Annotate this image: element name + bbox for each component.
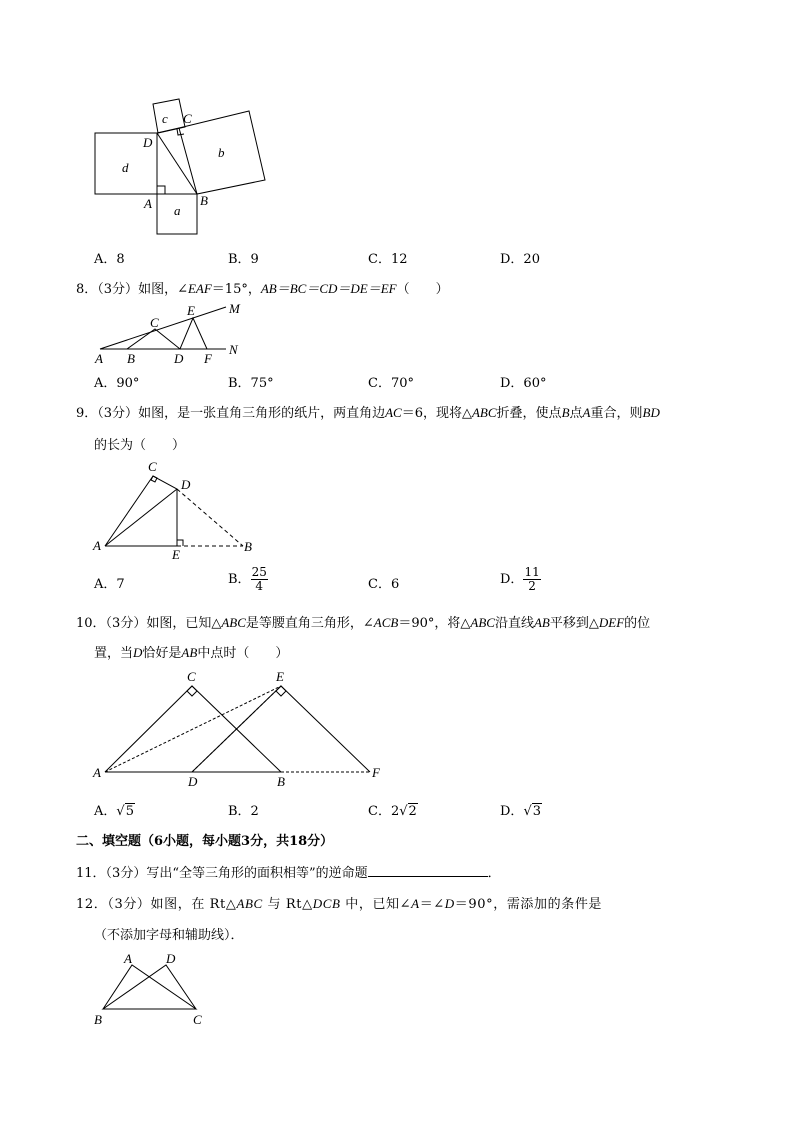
q12-stem-line2: （不添加字母和辅助线）． bbox=[94, 928, 244, 943]
q11-stem: 11．（3分）写出“全等三角形的面积相等”的逆命题 ． bbox=[76, 866, 501, 881]
q10-option-d: D．√3 bbox=[500, 804, 542, 819]
q8-stem: 8．（3分）如图，∠EAF＝15°，AB＝BC＝CD＝DE＝EF（ ） bbox=[76, 281, 449, 297]
right-angle-mark-a bbox=[157, 186, 165, 194]
q9-figure bbox=[0, 456, 794, 566]
q9-label-E: E bbox=[172, 547, 180, 562]
q9-option-b: B． $\frac{25}{4}$ bbox=[228, 565, 267, 593]
hypotenuse-db bbox=[157, 133, 197, 194]
q8-label-B: B bbox=[127, 351, 135, 366]
fig7-label-D: D bbox=[143, 135, 153, 150]
q9-label-B: B bbox=[244, 539, 252, 554]
q12-label-D: D bbox=[166, 951, 176, 966]
q12-figure bbox=[0, 945, 794, 1035]
section-2-title: 二、填空题（6小题，每小题3分，共18分） bbox=[76, 834, 334, 849]
q12-label-B: B bbox=[94, 1012, 102, 1027]
sqrt-2: √2 bbox=[399, 804, 417, 819]
answer-blank[interactable] bbox=[368, 864, 488, 877]
q12-stem-line1: 12．（3分）如图，在 Rt△ABC 与 Rt△DCB 中，已知∠A＝∠D＝90°，需添加的条件是 bbox=[76, 896, 603, 912]
q10-stem-line1: 10．（3分）如图，已知△ABC是等腰直角三角形，∠ACB＝90°，将△ABC沿直线AB平移到△DEF的位 bbox=[76, 615, 651, 631]
ray-am bbox=[100, 307, 226, 349]
q10-figure bbox=[0, 665, 794, 795]
q9-option-a: A．7 bbox=[94, 577, 125, 592]
right-angle-mark-e bbox=[177, 540, 183, 546]
q10-label-C: C bbox=[187, 669, 196, 684]
fig7-label-b: b bbox=[218, 145, 225, 160]
q8-label-F: F bbox=[204, 351, 212, 366]
fig7-label-A: A bbox=[144, 196, 152, 211]
q9-stem-line2: 的长为（ ） bbox=[94, 438, 186, 453]
q10-label-A: A bbox=[93, 765, 101, 780]
q9-stem-line1: 9．（3分）如图，是一张直角三角形的纸片，两直角边AC＝6，现将△ABC折叠，使点B点A重合，则BD bbox=[76, 405, 660, 421]
fig7-label-c: c bbox=[162, 111, 168, 126]
q9-label-A: A bbox=[93, 538, 101, 553]
q10-label-D: D bbox=[188, 774, 198, 789]
q9-label-D: D bbox=[181, 477, 191, 492]
q8-option-d: D．60° bbox=[500, 376, 547, 391]
q8-label-N: N bbox=[229, 342, 238, 357]
q8-label-M: M bbox=[229, 301, 240, 316]
q8-number: 8． bbox=[76, 282, 98, 297]
q7-option-c: C．12 bbox=[368, 252, 408, 267]
right-angle-mark-c bbox=[187, 686, 197, 696]
q10-label-F: F bbox=[372, 765, 380, 780]
q12-label-C: C bbox=[193, 1012, 202, 1027]
q10-option-b: B．2 bbox=[228, 804, 259, 819]
q8-label-D: D bbox=[174, 351, 184, 366]
q10-label-B: B bbox=[277, 774, 285, 789]
fig7-label-C: C bbox=[183, 111, 192, 126]
q10-option-c: C．2√2 bbox=[368, 804, 417, 819]
q8-score: （3分） bbox=[97, 282, 139, 297]
q8-label-A: A bbox=[95, 351, 103, 366]
q10-label-E: E bbox=[276, 669, 284, 684]
q8-option-a: A．90° bbox=[94, 376, 140, 391]
sqrt-3: √3 bbox=[523, 804, 542, 819]
fraction-25-4: $\frac{25}{4}$ bbox=[251, 565, 267, 593]
q7-figure bbox=[0, 0, 794, 260]
sqrt-5: √5 bbox=[116, 804, 134, 819]
fig7-label-a: a bbox=[174, 203, 181, 218]
q10-option-a: A．√5 bbox=[94, 804, 134, 819]
fraction-11-2: $\frac{11}{2}$ bbox=[524, 565, 540, 593]
q7-option-d: D．20 bbox=[500, 252, 540, 267]
q8-option-b: B．75° bbox=[228, 376, 274, 391]
q9-option-c: C．6 bbox=[368, 577, 400, 592]
q8-label-C: C bbox=[150, 315, 159, 330]
q8-option-c: C．70° bbox=[368, 376, 414, 391]
q7-option-b: B．9 bbox=[228, 252, 259, 267]
q8-label-E: E bbox=[187, 303, 195, 318]
fig7-label-B: B bbox=[200, 193, 208, 208]
q9-option-d: D． $\frac{11}{2}$ bbox=[500, 565, 540, 593]
q10-stem-line2: 置，当D恰好是AB中点时（ ） bbox=[94, 645, 289, 661]
q7-option-a: A．8 bbox=[94, 252, 125, 267]
q9-label-C: C bbox=[148, 459, 157, 474]
q12-label-A: A bbox=[124, 951, 132, 966]
fig7-label-d: d bbox=[122, 160, 129, 175]
